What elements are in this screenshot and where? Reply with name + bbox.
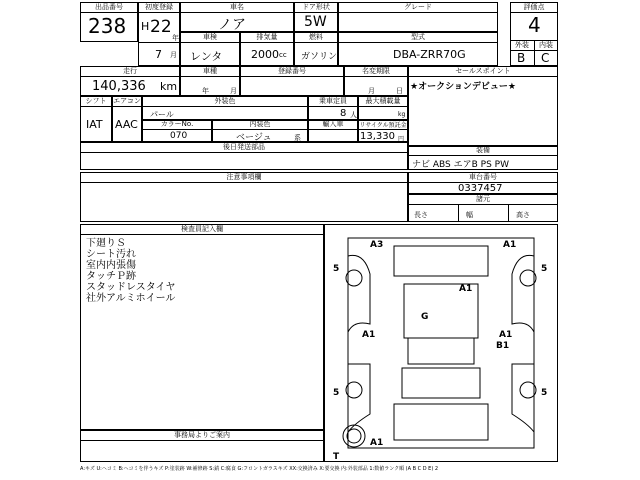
lot-number: 238 xyxy=(88,14,127,38)
mileage: 140,336 xyxy=(92,79,146,94)
score: 4 xyxy=(528,13,541,37)
damage-b1: B1 xyxy=(496,341,510,351)
office-label: 事務局よりご案内 xyxy=(174,431,230,439)
doors-label: ドア形状 xyxy=(302,3,330,11)
shift-label: シフト xyxy=(85,97,107,105)
sales-box xyxy=(408,66,558,146)
inspector-line: 社外アルミホイール xyxy=(86,293,176,304)
damage-a1-mid: A1 xyxy=(459,284,473,294)
intcolor-label: 内装色 xyxy=(249,120,271,128)
intcolor: ベージュ xyxy=(236,133,272,143)
recycle-unit: 円 xyxy=(398,136,405,143)
notes-label: 注意事項欄 xyxy=(226,173,262,181)
ac: AAC xyxy=(115,118,138,131)
inspector-line: 下廻りＳ xyxy=(86,238,126,249)
exterior-label: 外装 xyxy=(515,41,529,49)
dims-label: 諸元 xyxy=(476,195,490,203)
fuel-label: 燃料 xyxy=(309,33,323,41)
equipment-label: 後日発送部品 xyxy=(223,143,265,151)
inspection: レンタ xyxy=(190,50,223,63)
capacity: 8 xyxy=(340,108,347,119)
bracket-right-top: 5 xyxy=(541,264,548,274)
height-label: 高さ xyxy=(516,211,530,219)
sales-label: セールスポイント xyxy=(455,67,511,75)
length-label: 長さ xyxy=(414,211,428,219)
damage-a3: A3 xyxy=(370,240,384,250)
car-name: ノア xyxy=(218,17,246,33)
bracket-left-bottom: 5 xyxy=(333,388,340,398)
mileage-unit: km xyxy=(160,80,178,93)
doors: 5W xyxy=(304,14,327,30)
car-name-label: 車名 xyxy=(230,3,244,11)
model: DBA-ZRR70G xyxy=(393,48,466,61)
inspection-label: 車検 xyxy=(203,33,217,41)
year-num: 22 xyxy=(150,17,172,37)
sales-point: ★オークションデビュー★ xyxy=(410,82,516,92)
import-label: 輸入車 xyxy=(322,120,344,128)
recycle-label: リサイクル預託金 xyxy=(359,122,407,129)
cartype-year-unit: 年 xyxy=(202,87,209,95)
width-label: 幅 xyxy=(466,211,473,219)
mileage-label: 走行 xyxy=(123,67,137,75)
inspector-line: スタッドレスタイヤ xyxy=(86,282,176,293)
color: パール xyxy=(150,110,174,119)
features-label: 装備 xyxy=(476,146,490,154)
damage-a1-top: A1 xyxy=(503,240,517,250)
inspector-line: シート汚れ xyxy=(86,249,136,260)
interior-label: 内装 xyxy=(539,41,553,49)
car-diagram-drawing xyxy=(324,224,558,462)
bracket-right-bottom: 5 xyxy=(541,388,548,398)
inspector-notes xyxy=(86,238,176,304)
displacement: 2000 xyxy=(251,48,279,61)
displacement-label: 排気量 xyxy=(256,33,278,41)
chassis: 0337457 xyxy=(458,183,503,194)
nameexp-label: 名変期限 xyxy=(362,67,390,75)
inspector-line: タッチＰ跡 xyxy=(86,271,136,282)
colorno: 070 xyxy=(170,131,188,141)
color-label: 外装色 xyxy=(214,97,236,105)
model-label: 型式 xyxy=(411,33,425,41)
colorno-label: カラーNo. xyxy=(160,120,194,128)
regno-label: 登録番号 xyxy=(278,67,306,75)
shift: IAT xyxy=(86,118,103,131)
ac-label: エアコン xyxy=(113,97,141,105)
chassis-label: 車台番号 xyxy=(469,173,497,181)
cartype-label: 車種 xyxy=(203,67,217,75)
first-reg-label: 初度登録 xyxy=(145,3,173,11)
capacity-unit: 人 xyxy=(350,111,357,119)
load-unit: kg xyxy=(398,111,406,118)
lot-label: 出品番号 xyxy=(95,3,123,11)
damage-g: G xyxy=(421,312,429,322)
month-num: 7 xyxy=(155,48,162,61)
score-label: 評価点 xyxy=(523,3,545,11)
month-unit: 月 xyxy=(170,51,177,59)
capacity-label: 乗車定員 xyxy=(319,97,347,105)
damage-a1-right: A1 xyxy=(499,330,513,340)
inspector-line: 室内内張傷 xyxy=(86,260,136,271)
fuel: ガソリン xyxy=(301,52,338,62)
damage-a1-left: A1 xyxy=(362,330,376,340)
features: ナビ ABS エアB PS PW xyxy=(412,160,509,170)
bracket-left-top: 5 xyxy=(333,264,340,274)
interior-grade: C xyxy=(541,51,550,65)
inspector-label: 検査員記入欄 xyxy=(181,225,223,233)
damage-a1-bottom: A1 xyxy=(370,438,384,448)
intcolor-suffix: 系 xyxy=(294,134,301,142)
year-unit: 年 xyxy=(172,34,179,42)
load-label: 最大積載量 xyxy=(365,97,401,105)
bracket-t: T xyxy=(333,452,340,462)
damage-legend: A:キズ U:ヘコミ B:ヘコミを伴うキズ P:塗装跡 W:補修跡 S:錆 C:腐食 G:フロントガラスキズ XX:交換済み X:要交換 内:外装部品 1:数値ランク順 (A B C D E) 2 xyxy=(80,466,439,472)
exterior-grade: B xyxy=(517,51,526,65)
nameexp-day-unit: 日 xyxy=(396,87,403,95)
era: H xyxy=(141,20,150,33)
grade-label: グレード xyxy=(404,3,432,11)
cartype-month-unit: 月 xyxy=(230,87,237,95)
recycle: 13,330 xyxy=(360,131,395,142)
nameexp-month-unit: 月 xyxy=(368,87,375,95)
displacement-unit: cc xyxy=(279,51,287,59)
